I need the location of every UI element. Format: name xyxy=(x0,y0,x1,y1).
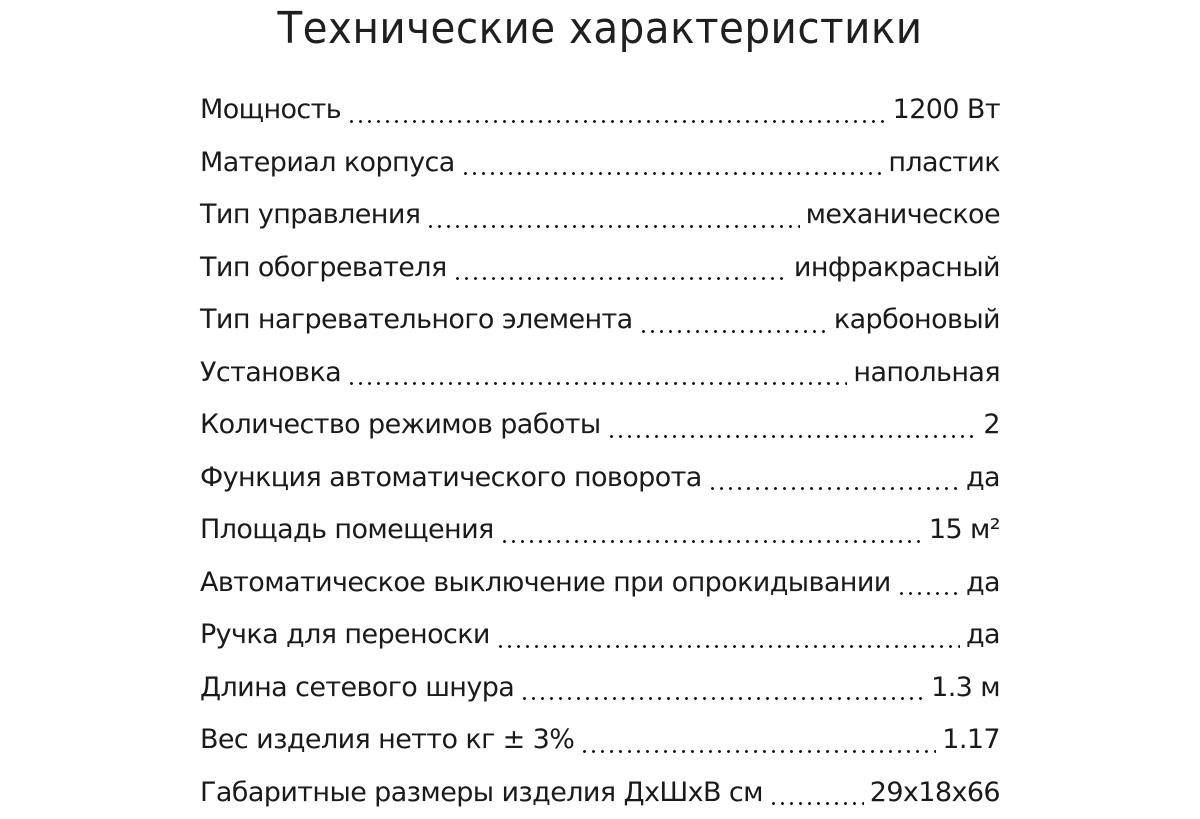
spec-value: инфракрасный xyxy=(794,242,1000,294)
dot-leader xyxy=(607,435,978,438)
spec-value: пластик xyxy=(888,137,1000,189)
spec-row xyxy=(200,189,1000,242)
spec-value: 1.3 м xyxy=(931,662,1000,714)
spec-row xyxy=(200,662,1000,715)
spec-value: 1200 Вт xyxy=(893,84,1000,136)
spec-label: Габаритные размеры изделия ДхШхВ см xyxy=(200,767,763,819)
spec-value: напольная xyxy=(853,347,1000,399)
spec-label: Тип нагревательного элемента xyxy=(200,294,633,346)
spec-row xyxy=(200,347,1000,400)
spec-label: Количество режимов работы xyxy=(200,399,601,451)
spec-label: Площадь помещения xyxy=(200,504,494,556)
spec-label: Функция автоматического поворота xyxy=(200,452,702,504)
spec-label: Вес изделия нетто кг ± 3% xyxy=(200,714,574,766)
spec-row xyxy=(200,714,1000,767)
spec-value: механическое xyxy=(806,189,1000,241)
dot-leader xyxy=(769,802,864,805)
spec-value: да xyxy=(966,452,1000,504)
spec-row xyxy=(200,294,1000,347)
spec-label: Длина сетевого шнура xyxy=(200,662,514,714)
spec-row xyxy=(200,504,1000,557)
spec-label: Тип управления xyxy=(200,189,420,241)
spec-label: Ручка для переноски xyxy=(200,609,490,661)
spec-value: 2 xyxy=(983,399,1000,451)
dot-leader xyxy=(500,540,923,543)
dot-leader xyxy=(426,225,799,228)
spec-value: 29х18х66 xyxy=(870,767,1000,819)
dot-leader xyxy=(708,487,960,490)
spec-value: да xyxy=(966,609,1000,661)
spec-row xyxy=(200,399,1000,452)
spec-row xyxy=(200,137,1000,190)
spec-label: Материал корпуса xyxy=(200,137,455,189)
dot-leader xyxy=(347,120,887,123)
spec-label: Тип обогревателя xyxy=(200,242,447,294)
spec-row xyxy=(200,84,1000,137)
page-title: Технические характеристики xyxy=(48,0,1152,62)
dot-leader xyxy=(461,172,883,175)
spec-value: 1.17 xyxy=(942,714,1000,766)
spec-row xyxy=(200,557,1000,610)
dot-leader xyxy=(520,697,925,700)
dot-leader xyxy=(453,277,788,280)
spec-value: карбоновый xyxy=(834,294,1000,346)
dot-leader xyxy=(897,592,960,595)
spec-label: Установка xyxy=(200,347,341,399)
dot-leader xyxy=(580,750,936,753)
dot-leader xyxy=(639,330,828,333)
spec-label: Автоматическое выключение при опрокидывании xyxy=(200,557,891,609)
spec-label: Мощность xyxy=(200,84,341,136)
spec-list xyxy=(200,84,1000,819)
spec-value: да xyxy=(966,557,1000,609)
spec-row xyxy=(200,609,1000,662)
spec-row xyxy=(200,767,1000,819)
dot-leader xyxy=(347,382,847,385)
spec-row xyxy=(200,242,1000,295)
dot-leader xyxy=(496,645,960,648)
spec-row xyxy=(200,452,1000,505)
spec-value: 15 м² xyxy=(929,504,1000,556)
